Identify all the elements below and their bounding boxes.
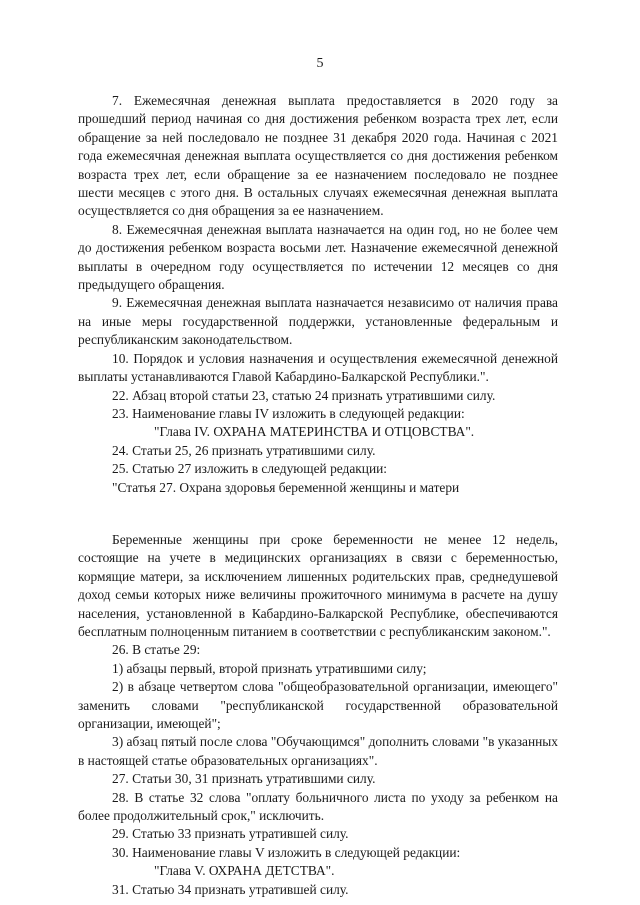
paragraph-item-28: 28. В статье 32 слова "оплату больничного листа по уходу за ребенком на более продолжительный срок," исключить. bbox=[78, 789, 558, 824]
paragraph-item-25: 25. Статью 27 изложить в следующей редакции: bbox=[112, 461, 388, 477]
subitem-1: 1) абзацы первый, второй признать утратившими силу; bbox=[112, 660, 427, 676]
subitem-2: 2) в абзаце четвертом слова "общеобразовательной организации, имеющего" заменить словами "республиканской государственной образовательной организации, имеющей"; bbox=[78, 679, 558, 731]
paragraph-item-23: 23. Наименование главы IV изложить в следующей редакции: bbox=[112, 405, 465, 421]
document-body bbox=[78, 92, 558, 899]
paragraph-item-29: 29. Статью 33 признать утратившей силу. bbox=[112, 826, 349, 842]
chapter-iv-title: "Глава IV. ОХРАНА МАТЕРИНСТВА И ОТЦОВСТВА". bbox=[154, 424, 475, 440]
article-27-text: Беременные женщины при сроке беременности не менее 12 недель, состоящие на учете в медицинских организациях в связи с беременностью, кормящие матери, за исключением лишенных родительских прав, среднедушевой доход семьи которых ниже величины прожиточного минимума в расчете на душу населения, установленной в Кабардино-Балкарской Республике, обеспечиваются бесплатным полноценным питанием в соответствии с республиканским законом.". bbox=[78, 531, 558, 639]
paragraph-item-24: 24. Статьи 25, 26 признать утратившими силу. bbox=[112, 442, 376, 458]
paragraph-item-8: 8. Ежемесячная денежная выплата назначается на один год, но не более чем до достижения ребенком возраста восьми лет. Назначение ежемесячной денежной выплаты в очередном году осуществляется по истечении 12 месяцев со дня предыдущего обращения. bbox=[78, 221, 558, 293]
subitem-3: 3) абзац пятый после слова "Обучающимся" дополнить словами "в указанных в настоящей статье образовательных организациях". bbox=[78, 734, 558, 768]
paragraph-item-31: 31. Статью 34 признать утратившей силу. bbox=[112, 881, 349, 897]
section-gap bbox=[78, 497, 558, 531]
chapter-v-title: "Глава V. ОХРАНА ДЕТСТВА". bbox=[154, 863, 335, 879]
article-27-heading: "Статья 27. Охрана здоровья беременной женщины и матери bbox=[112, 479, 460, 495]
paragraph-item-27: 27. Статьи 30, 31 признать утратившими силу. bbox=[112, 771, 376, 787]
page-number: 5 bbox=[316, 56, 324, 71]
paragraph-item-22: 22. Абзац второй статьи 23, статью 24 признать утратившими силу. bbox=[112, 387, 496, 403]
paragraph-item-9: 9. Ежемесячная денежная выплата назначается независимо от наличия права на иные меры государственной поддержки, установленные федеральным и республиканским законодательством. bbox=[78, 295, 558, 348]
paragraph-item-26: 26. В статье 29: bbox=[112, 642, 201, 658]
paragraph-item-10: 10. Порядок и условия назначения и осуществления ежемесячной денежной выплаты устанавливаются Главой Кабардино-Балкарской Республики.". bbox=[78, 350, 558, 385]
paragraph-item-30: 30. Наименование главы V изложить в следующей редакции: bbox=[112, 844, 461, 860]
paragraph-item-7: 7. Ежемесячная денежная выплата предоставляется в 2020 году за прошедший период начиная со дня достижения ребенком возраста трех лет, если обращение за ней последовало не позднее 31 декабря 2020 года. Начиная с 2021 года ежемесячная денежная выплата осуществляется со дня достижения ребенком возраста трех лет, если обращение за ее назначением последовало не позднее шести месяцев с этого дня. В остальных случаях ежемесячная денежная выплата осуществляется со дня обращения за ее назначением. bbox=[78, 93, 558, 219]
